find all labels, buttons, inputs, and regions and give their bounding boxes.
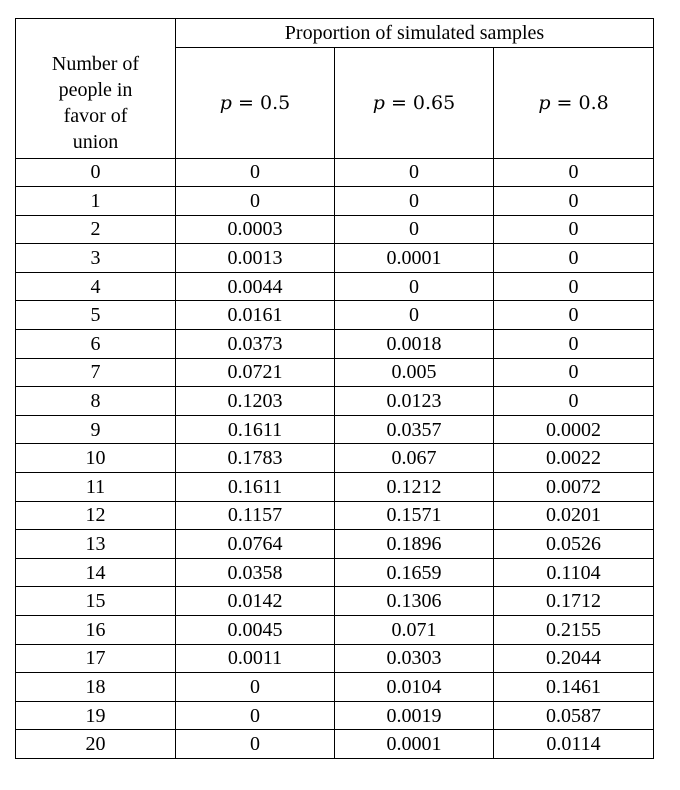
count-cell: 3 [16,244,176,273]
proportion-cell: 0.1659 [335,558,494,587]
proportion-cell: 0.1783 [176,444,335,473]
proportion-cell: 0.0019 [335,701,494,730]
proportion-cell: 0.0045 [176,616,335,645]
p-symbol: p [372,91,385,114]
proportion-cell: 0.0011 [176,644,335,673]
proportion-cell: 0.1104 [494,558,654,587]
proportion-cell: 0 [494,187,654,216]
p-value-label: = 0.5 [238,91,291,114]
proportion-cell: 0 [335,187,494,216]
proportion-cell: 0.0764 [176,530,335,559]
p-column-header [335,48,494,159]
proportion-cell: 0 [494,158,654,187]
table-row [16,587,654,616]
table-row [16,415,654,444]
table-body [16,19,654,759]
count-cell: 9 [16,415,176,444]
proportion-cell: 0.0018 [335,330,494,359]
count-cell: 0 [16,158,176,187]
table-row [16,444,654,473]
proportion-cell: 0.071 [335,616,494,645]
p-symbol: p [219,91,232,114]
count-header-line: union [72,130,119,153]
p-value-label: = 0.65 [390,91,456,114]
proportion-cell: 0.2044 [494,644,654,673]
count-cell: 12 [16,501,176,530]
table-row [16,730,654,759]
proportion-cell: 0 [335,215,494,244]
proportion-cell: 0.0123 [335,387,494,416]
proportion-cell: 0 [176,730,335,759]
count-header-line: people in [58,78,133,101]
proportion-cell: 0.2155 [494,616,654,645]
count-cell: 1 [16,187,176,216]
p-column-header [176,48,335,159]
table-row [16,644,654,673]
count-cell: 4 [16,272,176,301]
table-row [16,187,654,216]
table-row [16,673,654,702]
count-cell: 18 [16,673,176,702]
proportion-cell: 0.1212 [335,473,494,502]
table-row [16,473,654,502]
count-cell: 20 [16,730,176,759]
proportion-cell: 0 [494,358,654,387]
proportion-cell: 0.0001 [335,730,494,759]
table-row [16,501,654,530]
proportion-cell: 0.0373 [176,330,335,359]
proportion-cell: 0.0002 [494,415,654,444]
proportion-cell: 0.1896 [335,530,494,559]
count-cell: 8 [16,387,176,416]
proportion-cell: 0.0072 [494,473,654,502]
proportion-cell: 0.1203 [176,387,335,416]
count-cell: 13 [16,530,176,559]
proportion-cell: 0.005 [335,358,494,387]
proportion-cell: 0 [176,701,335,730]
p-column-header [494,48,654,159]
proportion-cell: 0 [494,330,654,359]
proportion-cell: 0.0303 [335,644,494,673]
count-cell: 5 [16,301,176,330]
count-column-header [16,48,176,159]
count-cell: 10 [16,444,176,473]
proportion-cell: 0 [176,673,335,702]
proportion-cell: 0.1611 [176,415,335,444]
count-header-line: Number of [51,52,140,75]
count-cell: 15 [16,587,176,616]
proportion-cell: 0.0114 [494,730,654,759]
proportion-cell: 0.0104 [335,673,494,702]
proportion-cell: 0.1611 [176,473,335,502]
proportion-cell: 0.1461 [494,673,654,702]
count-cell: 17 [16,644,176,673]
count-cell: 14 [16,558,176,587]
proportion-cell: 0.0358 [176,558,335,587]
proportion-cell: 0.1712 [494,587,654,616]
table-row [16,558,654,587]
proportion-cell: 0 [335,158,494,187]
group-header: Proportion of simulated samples [176,19,654,48]
column-header-row [16,48,654,159]
header-corner-cell [16,19,176,48]
table-row [16,272,654,301]
proportion-cell: 0.0721 [176,358,335,387]
proportion-cell: 0.0001 [335,244,494,273]
proportion-cell: 0.1571 [335,501,494,530]
count-cell: 7 [16,358,176,387]
table-row [16,301,654,330]
table-row [16,387,654,416]
table-row [16,215,654,244]
count-cell: 16 [16,616,176,645]
proportion-cell: 0.0161 [176,301,335,330]
table-row [16,530,654,559]
proportion-cell: 0.0142 [176,587,335,616]
count-cell: 6 [16,330,176,359]
proportion-cell: 0.0022 [494,444,654,473]
proportion-cell: 0.0357 [335,415,494,444]
table-row [16,358,654,387]
proportion-cell: 0 [494,272,654,301]
p-symbol: p [538,91,551,114]
count-header-line: favor of [63,104,128,127]
proportion-cell: 0 [176,187,335,216]
proportion-cell: 0.1157 [176,501,335,530]
group-header-row [16,19,654,48]
proportion-cell: 0.0003 [176,215,335,244]
proportion-cell: 0.067 [335,444,494,473]
proportion-cell: 0 [176,158,335,187]
proportion-cell: 0.0201 [494,501,654,530]
count-cell: 2 [16,215,176,244]
proportion-cell: 0 [494,301,654,330]
p-value-label: = 0.8 [556,91,609,114]
table-row [16,701,654,730]
proportion-cell: 0.0013 [176,244,335,273]
table-row [16,616,654,645]
proportion-cell: 0 [494,244,654,273]
proportion-cell: 0.0526 [494,530,654,559]
table-row [16,158,654,187]
proportion-cell: 0 [494,215,654,244]
count-cell: 11 [16,473,176,502]
simulation-table [15,18,654,759]
proportion-cell: 0.0587 [494,701,654,730]
proportion-cell: 0 [335,301,494,330]
table-row [16,244,654,273]
proportion-cell: 0 [335,272,494,301]
proportion-cell: 0 [494,387,654,416]
proportion-cell: 0.0044 [176,272,335,301]
count-cell: 19 [16,701,176,730]
proportion-cell: 0.1306 [335,587,494,616]
table-row [16,330,654,359]
